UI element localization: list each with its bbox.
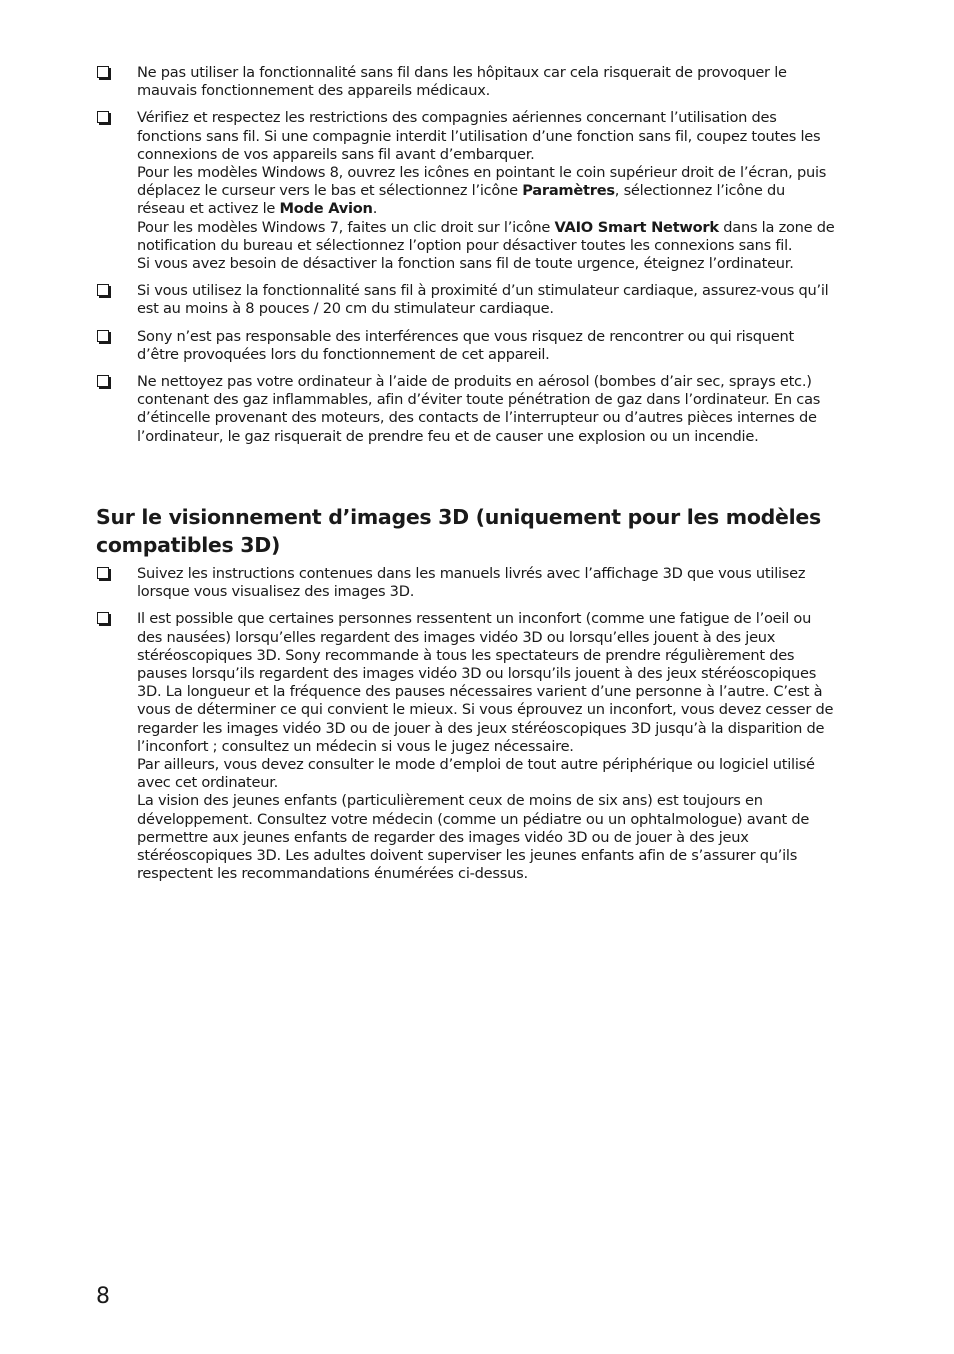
paragraph: Vérifiez et respectez les restrictions des compagnies aériennes concernant l’utilisation des fonctions sans fil. Si une compagnie interdit l’utilisation d’une fonction sans fil, coupez toutes les connexions de vos appareils sans fil avant d’embarquer. xyxy=(137,109,821,163)
bold-term: Mode Avion xyxy=(279,200,373,218)
checkbox-bullet-icon xyxy=(97,330,109,342)
safety-list-wireless xyxy=(96,64,836,455)
paragraph: Suivez les instructions contenues dans les manuels livrés avec l’affichage 3D que vous utilisez lorsque vous visualisez des images 3D. xyxy=(137,565,806,601)
list-item xyxy=(96,565,836,601)
list-item xyxy=(96,610,836,883)
paragraph: Sony n’est pas responsable des interférences que vous risquez de rencontrer ou qui risquent d’être provoquées lors du fonctionnement de cet appareil. xyxy=(137,327,794,363)
paragraph: Par ailleurs, vous devez consulter le mode d’emploi de tout autre périphérique ou logiciel utilisé avec cet ordinateur. xyxy=(137,756,815,792)
paragraph: Pour les modèles Windows 8, ouvrez les icônes en pointant le coin supérieur droit de l’écran, puis déplacez le curseur vers le bas et sélectionnez l’icône Paramètres, sélectionnez l’icône du réseau et activez le Mode Avion. xyxy=(137,164,827,218)
list-item xyxy=(96,282,836,318)
paragraph: Il est possible que certaines personnes ressentent un inconfort (comme une fatigue de l’oeil ou des nausées) lorsqu’elles regardent des images vidéo 3D ou lorsqu’elles jouent à des jeux stéréoscopiques 3D. Sony recommande à tous les spectateurs de prendre régulièrement des pauses lorsqu’ils regardent des images vidéo 3D ou lorsqu’ils jouent à des jeux stéréoscopiques 3D. La longueur et la fréquence des pauses nécessaires varient d’une personne à l’autre. C’est à vous de déterminer ce qui convient le mieux. Si vous éprouvez un inconfort, vous devez cesser de regarder les images vidéo 3D ou de jouer à des jeux stéréoscopiques 3D jusqu’à la disparition de l’inconfort ; consultez un médecin si vous le jugez nécessaire. xyxy=(137,610,834,755)
checkbox-bullet-icon xyxy=(97,66,109,78)
paragraph: Ne nettoyez pas votre ordinateur à l’aide de produits en aérosol (bombes d’air sec, sprays etc.) contenant des gaz inflammables, afin d’éviter toute pénétration de gaz dans l’ordinateur. En cas d’étincelle provenant des moteurs, des contacts de l’interrupteur ou d’autres pièces internes de l’ordinateur, le gaz risquerait de prendre feu et de causer une explosion ou un incendie. xyxy=(137,373,821,445)
paragraph: La vision des jeunes enfants (particulièrement ceux de moins de six ans) est toujours en développement. Consultez votre médecin (comme un pédiatre ou un ophtalmologue) avant de permettre aux jeunes enfants de regarder des images vidéo 3D ou de jouer à des jeux stéréoscopiques 3D. Les adultes doivent superviser les jeunes enfants afin de s’assurer qu’ils respectent les recommandations énumérées ci-dessus. xyxy=(137,792,810,883)
list-item xyxy=(96,64,836,100)
checkbox-bullet-icon xyxy=(97,284,109,296)
paragraph: Si vous utilisez la fonctionnalité sans fil à proximité d’un stimulateur cardiaque, assurez-vous qu’il est au moins à 8 pouces / 20 cm du stimulateur cardiaque. xyxy=(137,282,829,318)
safety-list-3d xyxy=(96,565,836,892)
paragraph: Ne pas utiliser la fonctionnalité sans fil dans les hôpitaux car cela risquerait de provoquer le mauvais fonctionnement des appareils médicaux. xyxy=(137,64,787,100)
checkbox-bullet-icon xyxy=(97,612,109,624)
checkbox-bullet-icon xyxy=(97,375,109,387)
paragraph: Pour les modèles Windows 7, faites un clic droit sur l’icône VAIO Smart Network dans la zone de notification du bureau et sélectionnez l’option pour désactiver toutes les connexions sans fil. xyxy=(137,218,835,254)
list-item xyxy=(96,109,836,273)
paragraph: Si vous avez besoin de désactiver la fonction sans fil de toute urgence, éteignez l’ordinateur. xyxy=(137,255,794,273)
checkbox-bullet-icon xyxy=(97,567,109,579)
section-heading-3d: Sur le visionnement d’images 3D (uniquement pour les modèles compatibles 3D) xyxy=(96,505,821,557)
bold-term: VAIO Smart Network xyxy=(554,218,719,236)
page-number: 8 xyxy=(96,1284,110,1309)
list-item xyxy=(96,328,836,364)
checkbox-bullet-icon xyxy=(97,111,109,123)
bold-term: Paramètres xyxy=(522,182,615,200)
list-item xyxy=(96,373,836,446)
